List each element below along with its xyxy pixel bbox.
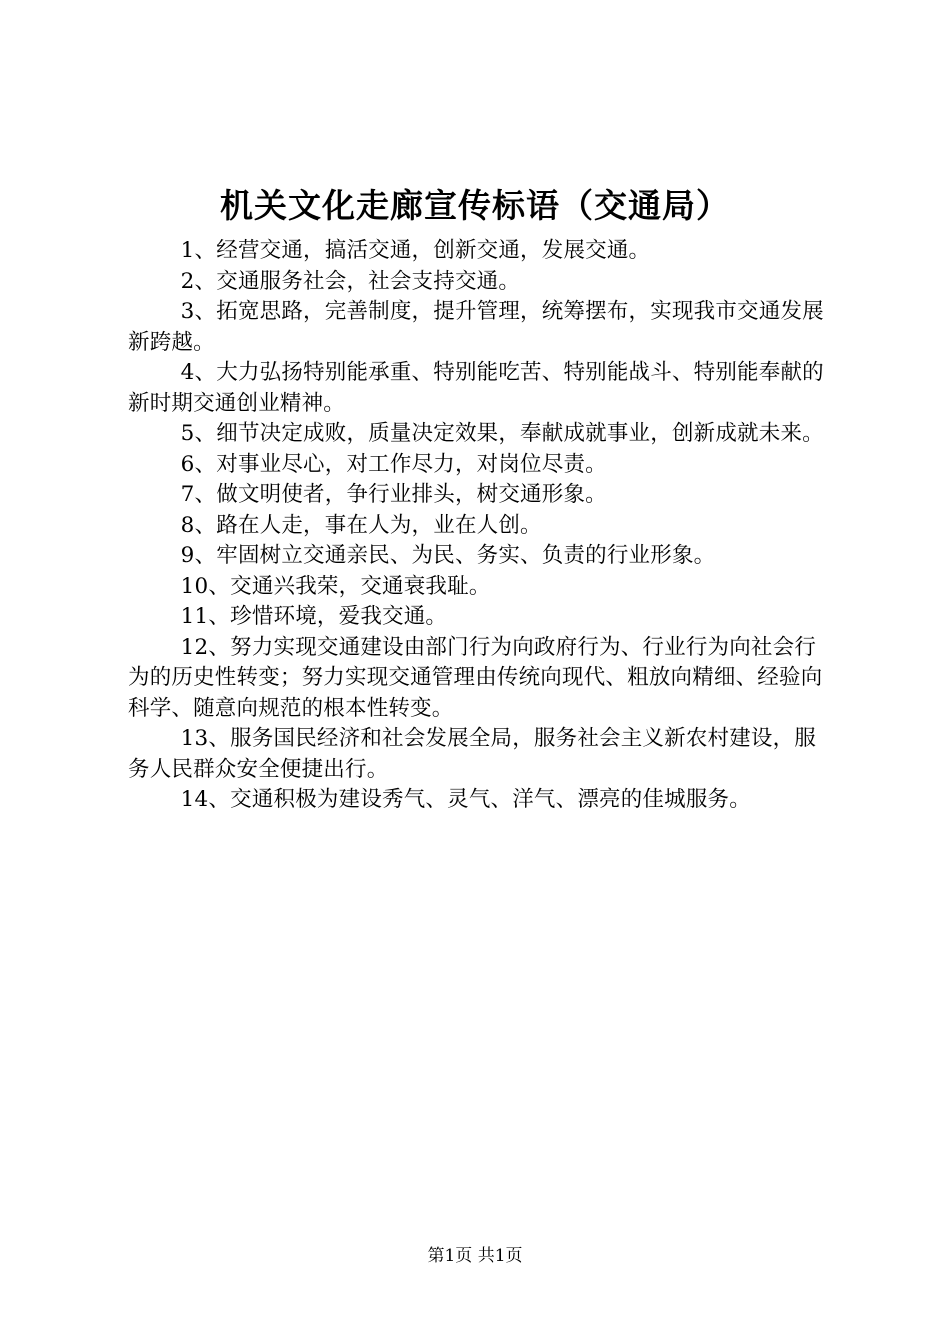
paragraph-3: 3、拓宽思路，完善制度，提升管理，统筹摆布，实现我市交通发展新跨越。 xyxy=(128,299,824,355)
paragraph-11: 11、珍惜环境，爱我交通。 xyxy=(180,604,448,629)
paragraph-2: 2、交通服务社会，社会支持交通。 xyxy=(180,268,521,294)
paragraph-13: 13、服务国民经济和社会发展全局，服务社会主义新农村建设，服务人民群众安全便捷出行。 xyxy=(128,726,817,782)
paragraph-4: 4、大力弘扬特别能承重、特别能吃苦、特别能战斗、特别能奉献的新时期交通创业精神。 xyxy=(128,360,824,416)
paragraph-1: 1、经营交通，搞活交通，创新交通，发展交通。 xyxy=(180,238,651,263)
paragraph-7: 7、做文明使者，争行业排头，树交通形象。 xyxy=(180,482,607,507)
paragraph-10: 10、交通兴我荣，交通衰我耻。 xyxy=(180,573,491,599)
page-footer: 第1页 共1页 xyxy=(427,1246,523,1266)
paragraph-5: 5、细节决定成败，质量决定效果，奉献成就事业，创新成就未来。 xyxy=(180,421,824,446)
paragraph-8: 8、路在人走，事在人为，业在人创。 xyxy=(180,512,542,538)
paragraph-12: 12、努力实现交通建设由部门行为向政府行为、行业行为向社会行为的历史性转变；努力实现交通管理由传统向现代、粗放向精细、经验向科学、随意向规范的根本性转变。 xyxy=(128,634,823,721)
document-title: 机关文化走廊宣传标语（交通局） xyxy=(220,186,730,225)
paragraph-9: 9、牢固树立交通亲民、为民、务实、负责的行业形象。 xyxy=(180,543,716,568)
paragraph-14: 14、交通积极为建设秀气、灵气、洋气、漂亮的佳城服务。 xyxy=(180,787,751,812)
paragraph-6: 6、对事业尽心，对工作尽力，对岗位尽责。 xyxy=(180,451,607,477)
document-body xyxy=(128,236,834,816)
